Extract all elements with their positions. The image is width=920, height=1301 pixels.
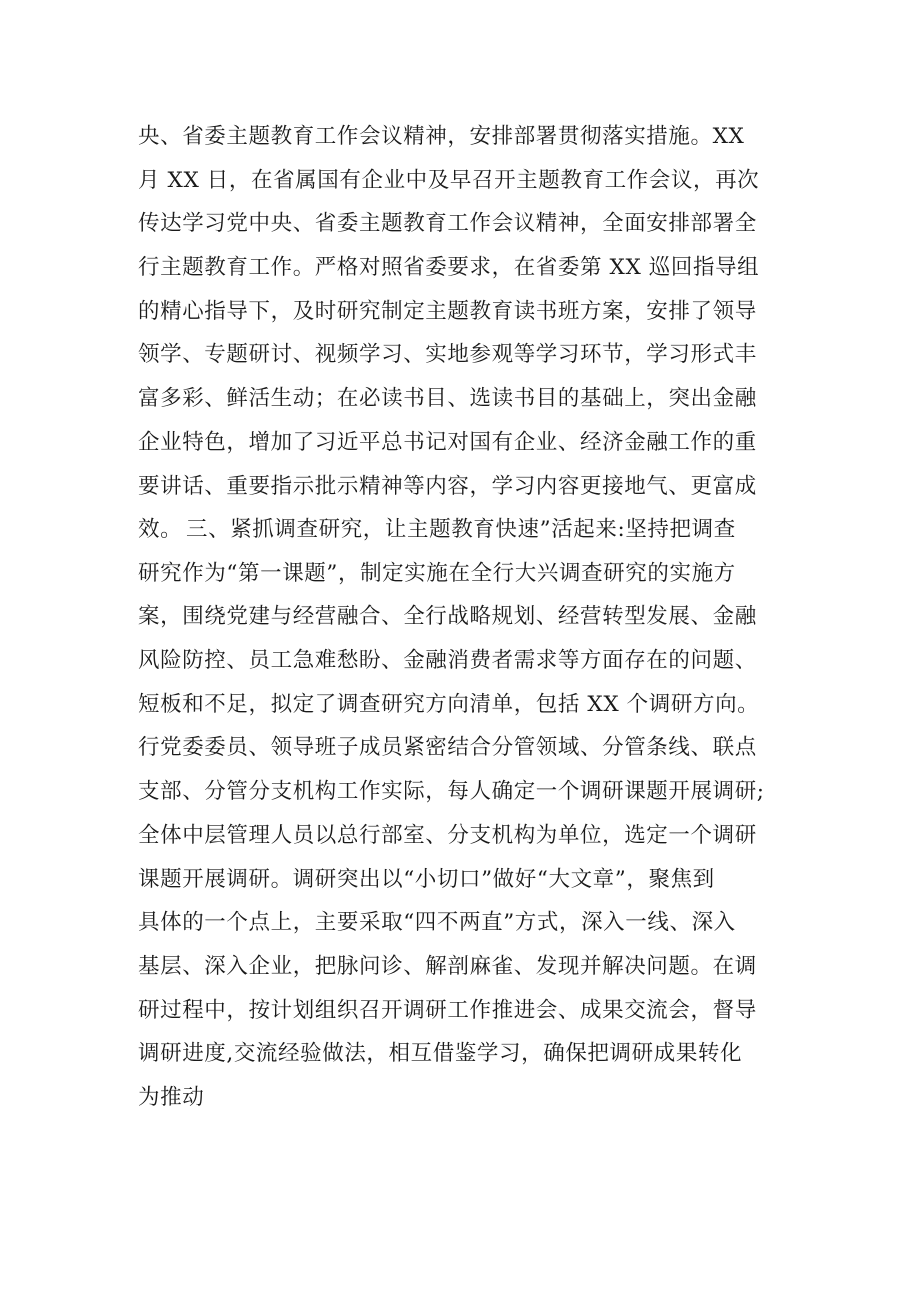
- text-line: 行党委委员、领导班子成员紧密结合分管领域、分管条线、联点: [138, 735, 757, 761]
- text-line: 课题开展调研。调研突出以“小切口”做好“大文章”，聚焦到: [138, 866, 715, 892]
- paragraph-study-arrangements: [138, 115, 798, 552]
- text-line: 研过程中，按计划组织召开调研工作推进会、成果交流会，督导: [138, 997, 757, 1023]
- text-line: 研究作为“第一课题”，制定实施在全行大兴调查研究的实施方: [138, 560, 736, 586]
- text-line: 短板和不足，拟定了调查研究方向清单，包括 XX 个调研方向。: [138, 691, 760, 717]
- text-line: 支部、分管分支机构工作实际，每人确定一个调研课题开展调研;: [138, 779, 765, 805]
- text-line: 央、省委主题教育工作会议精神，安排部署贯彻落实措施。XX: [138, 124, 745, 149]
- text-line: 为推动: [138, 1084, 205, 1110]
- text-line: 效。: [138, 517, 183, 543]
- text-line: 领学、专题研讨、视频学习、实地参观等学习环节，学习形式丰: [138, 342, 757, 368]
- text-line: 富多彩、鲜活生动；在必读书目、选读书目的基础上，突出金融: [138, 386, 757, 412]
- text-line: 行主题教育工作。严格对照省委要求，在省委第 XX 巡回指导组: [138, 255, 760, 281]
- paragraph-investigation-research: [138, 508, 798, 1120]
- text-line: 的精心指导下，及时研究制定主题教育读书班方案，安排了领导: [138, 298, 757, 324]
- section-heading-line: 三、紧抓调查研究，让主题教育快速”活起来:坚持把调查: [186, 517, 736, 542]
- text-line: 传达学习党中央、省委主题教育工作会议精神，全面安排部署全: [138, 211, 757, 237]
- text-line: 月 XX 日，在省属国有企业中及早召开主题教育工作会议，再次: [138, 167, 760, 193]
- text-line: 要讲话、重要指示批示精神等内容，学习内容更接地气、更富成: [138, 473, 757, 499]
- text-line: 企业特色，增加了习近平总书记对国有企业、经济金融工作的重: [138, 429, 757, 455]
- text-line: 案，围绕党建与经营融合、全行战略规划、经营转型发展、金融: [138, 604, 757, 630]
- text-line: 风险防控、员工急难愁盼、金融消费者需求等方面存在的问题、: [138, 648, 757, 674]
- text-line: 调研进度,交流经验做法，相互借鉴学习，确保把调研成果转化: [138, 1041, 743, 1067]
- text-line: 全体中层管理人员以总行部室、分支机构为单位，选定一个调研: [138, 822, 757, 848]
- text-line: 基层、深入企业，把脉问诊、解剖麻雀、发现并解决问题。在调: [138, 953, 757, 979]
- text-line: 具体的一个点上，主要采取“四不两直”方式，深入一线、深入: [138, 910, 736, 936]
